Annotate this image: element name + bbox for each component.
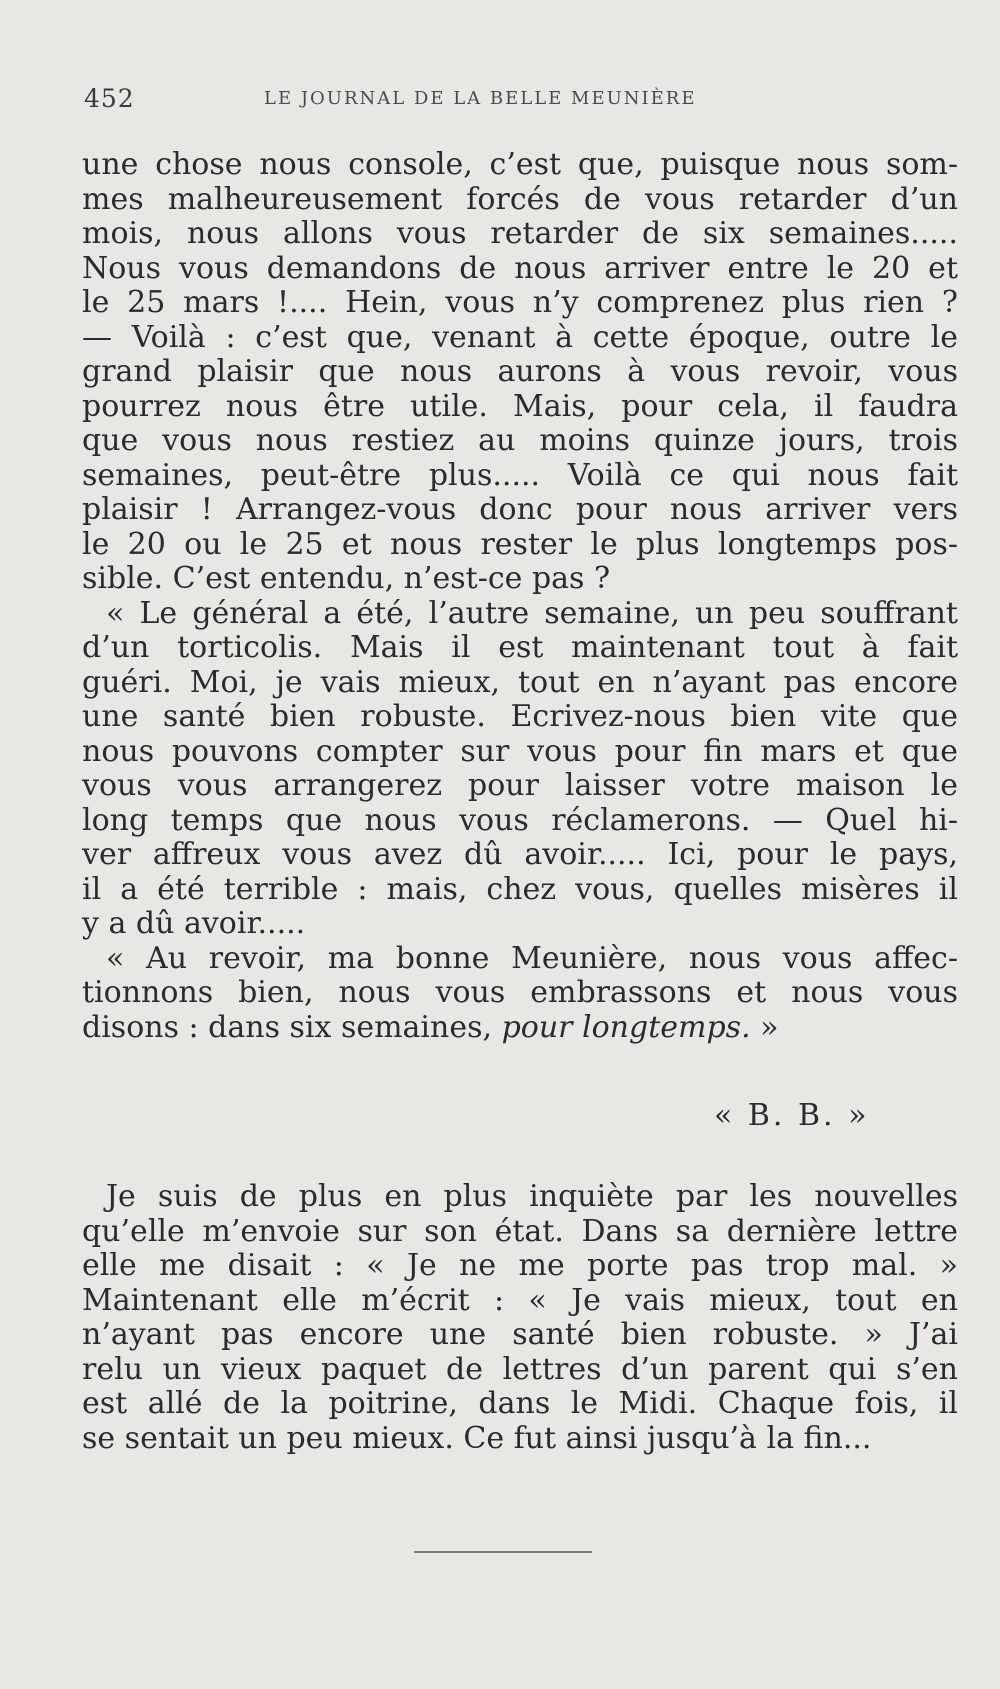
text-line: Nous vous demandons de nous arriver entre le 20 et — [82, 250, 958, 286]
text-line: « Le général a été, l’autre semaine, un peu souffrant — [106, 595, 958, 631]
text-line: il a été terrible : mais, chez vous, quelles misères il — [82, 871, 958, 907]
closing-prefix: disons : dans six semaines, — [82, 1009, 502, 1045]
text-line: une chose nous console, c’est que, puisque nous som- — [82, 147, 958, 182]
text-line: que vous nous restiez au moins quinze jours, trois — [82, 423, 958, 458]
text-line: nous pouvons compter sur vous pour fin mars et que — [82, 733, 958, 769]
section-divider — [414, 1551, 592, 1553]
text-line: qu’elle m’envoie sur son état. Dans sa dernière lettre — [82, 1213, 958, 1249]
text-line: grand plaisir que nous aurons à vous revoir, vous — [82, 354, 958, 389]
text-line: Je suis de plus en plus inquiète par les nouvelles — [106, 1179, 958, 1214]
text-line: relu un vieux paquet de lettres d’un parent qui s’en — [82, 1351, 958, 1387]
text-line: Maintenant elle m’écrit : « Je vais mieux, tout en — [82, 1282, 958, 1318]
text-line: y a dû avoir..... — [82, 906, 306, 941]
text-line: d’un torticolis. Mais il est maintenant tout à fait — [82, 630, 958, 665]
text-line: pourrez nous être utile. Mais, pour cela, il faudra — [82, 388, 958, 424]
running-title: LE JOURNAL DE LA BELLE MEUNIÈRE — [264, 88, 697, 109]
text-line: sible. C’est entendu, n’est-ce pas ? — [82, 561, 611, 596]
text-line: mois, nous allons vous retarder de six semaines..... — [82, 216, 958, 251]
text-line: mes malheureusement forcés de vous retarder d’un — [82, 181, 958, 217]
letter-text — [82, 148, 958, 1045]
text-line: vous vous arrangerez pour laisser votre maison le — [82, 768, 958, 803]
text-line: le 20 ou le 25 et nous rester le plus longtemps pos- — [82, 526, 958, 562]
letter-closing-line — [82, 1011, 958, 1046]
text-line: elle me disait : « Je ne me porte pas trop mal. » — [82, 1248, 958, 1283]
closing-suffix: » — [750, 1009, 779, 1045]
text-line: — Voilà : c’est que, venant à cette époque, outre le — [82, 319, 958, 355]
text-line: est allé de la poitrine, dans le Midi. Chaque fois, il — [82, 1386, 958, 1421]
text-line: se sentait un peu mieux. Ce fut ainsi jusqu’à la fin... — [82, 1420, 872, 1456]
text-line: ver affreux vous avez dû avoir..... Ici, pour le pays, — [82, 837, 958, 872]
text-line: « Au revoir, ma bonne Meunière, nous vous affec- — [106, 940, 958, 976]
text-line: n’ayant pas encore une santé bien robuste. » J’ai — [82, 1317, 958, 1352]
text-line: long temps que nous vous réclamerons. — Quel hi- — [82, 802, 958, 838]
text-line: guéri. Moi, je vais mieux, tout en n’ayant pas encore — [82, 664, 958, 700]
text-line: tionnons bien, nous vous embrassons et nous vous — [82, 975, 958, 1010]
text-line: semaines, peut-être plus..... Voilà ce qui nous fait — [82, 457, 958, 493]
text-line: le 25 mars !.... Hein, vous n’y comprenez plus rien ? — [82, 285, 958, 320]
text-line: une santé bien robuste. Ecrivez-nous bien vite que — [82, 699, 958, 734]
page-header — [84, 84, 784, 116]
closing-emphasis: pour longtemps. — [501, 1009, 751, 1045]
journal-text — [82, 1180, 958, 1456]
page-number: 452 — [84, 84, 135, 113]
text-line: plaisir ! Arrangez-vous donc pour nous arriver vers — [82, 492, 958, 527]
letter-signature: « B. B. » — [714, 1098, 870, 1133]
